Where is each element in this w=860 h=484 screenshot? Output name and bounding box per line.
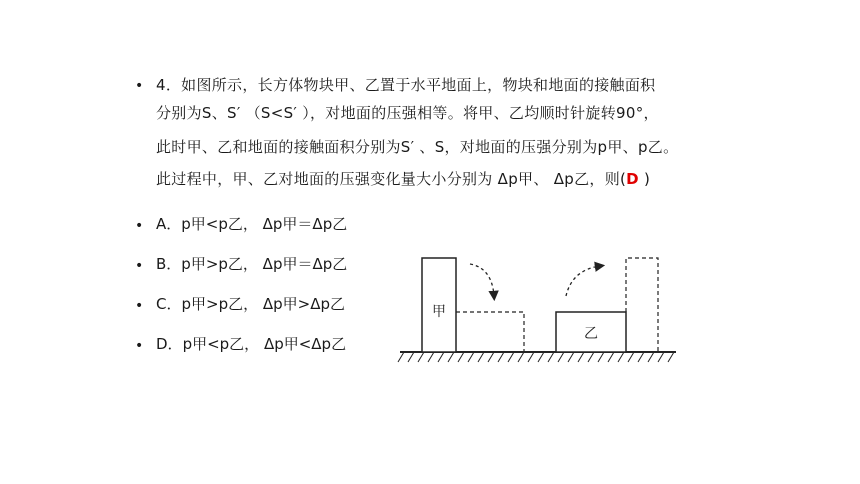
- answer-letter: D: [626, 170, 639, 188]
- block-yi-rotated: [626, 258, 658, 352]
- block-yi-label: 乙: [584, 326, 598, 342]
- question-text-4: 此过程中，甲、乙对地面的压强变化量大小分别为 Δp甲、 Δp乙，则(: [156, 170, 627, 188]
- option-c-text: p甲>p乙， Δp甲>Δp乙: [181, 295, 345, 313]
- question-line-3: 此时甲、乙和地面的接触面积分别为S′ 、S，对地面的压强分别为p甲、p乙。: [156, 138, 679, 156]
- question-number: 4．: [156, 76, 182, 94]
- rotate-arrow-jia-icon: [470, 264, 494, 296]
- option-c-label: C．: [156, 295, 182, 313]
- question-bullet: •: [135, 78, 144, 94]
- ground-hatching: [398, 352, 674, 362]
- block-jia-rotated: [456, 312, 524, 352]
- option-d-text: p甲<p乙， Δp甲<Δp乙: [182, 335, 347, 353]
- option-b-text: p甲>p乙， Δp甲＝Δp乙: [181, 255, 348, 273]
- option-b-bullet: •: [135, 258, 144, 274]
- option-d-bullet: •: [135, 338, 144, 354]
- question-text-4-end: ): [638, 170, 651, 188]
- option-d-label: D．: [156, 335, 183, 353]
- rotate-arrow-yi-icon: [566, 266, 600, 296]
- block-jia-label: 甲: [432, 304, 446, 320]
- option-a-label: A．: [156, 215, 182, 233]
- option-a-text: p甲<p乙， Δp甲＝Δp乙: [181, 215, 348, 233]
- option-a-bullet: •: [135, 218, 144, 234]
- question-text-1: 如图所示，长方体物块甲、乙置于水平地面上，物块和地面的接触面积: [181, 76, 656, 94]
- question-line-2: 分别为S、S′ （S<S′ ），对地面的压强相等。将甲、乙均顺时针旋转90°，: [156, 104, 659, 122]
- option-b-label: B．: [156, 255, 182, 273]
- option-c-bullet: •: [135, 298, 144, 314]
